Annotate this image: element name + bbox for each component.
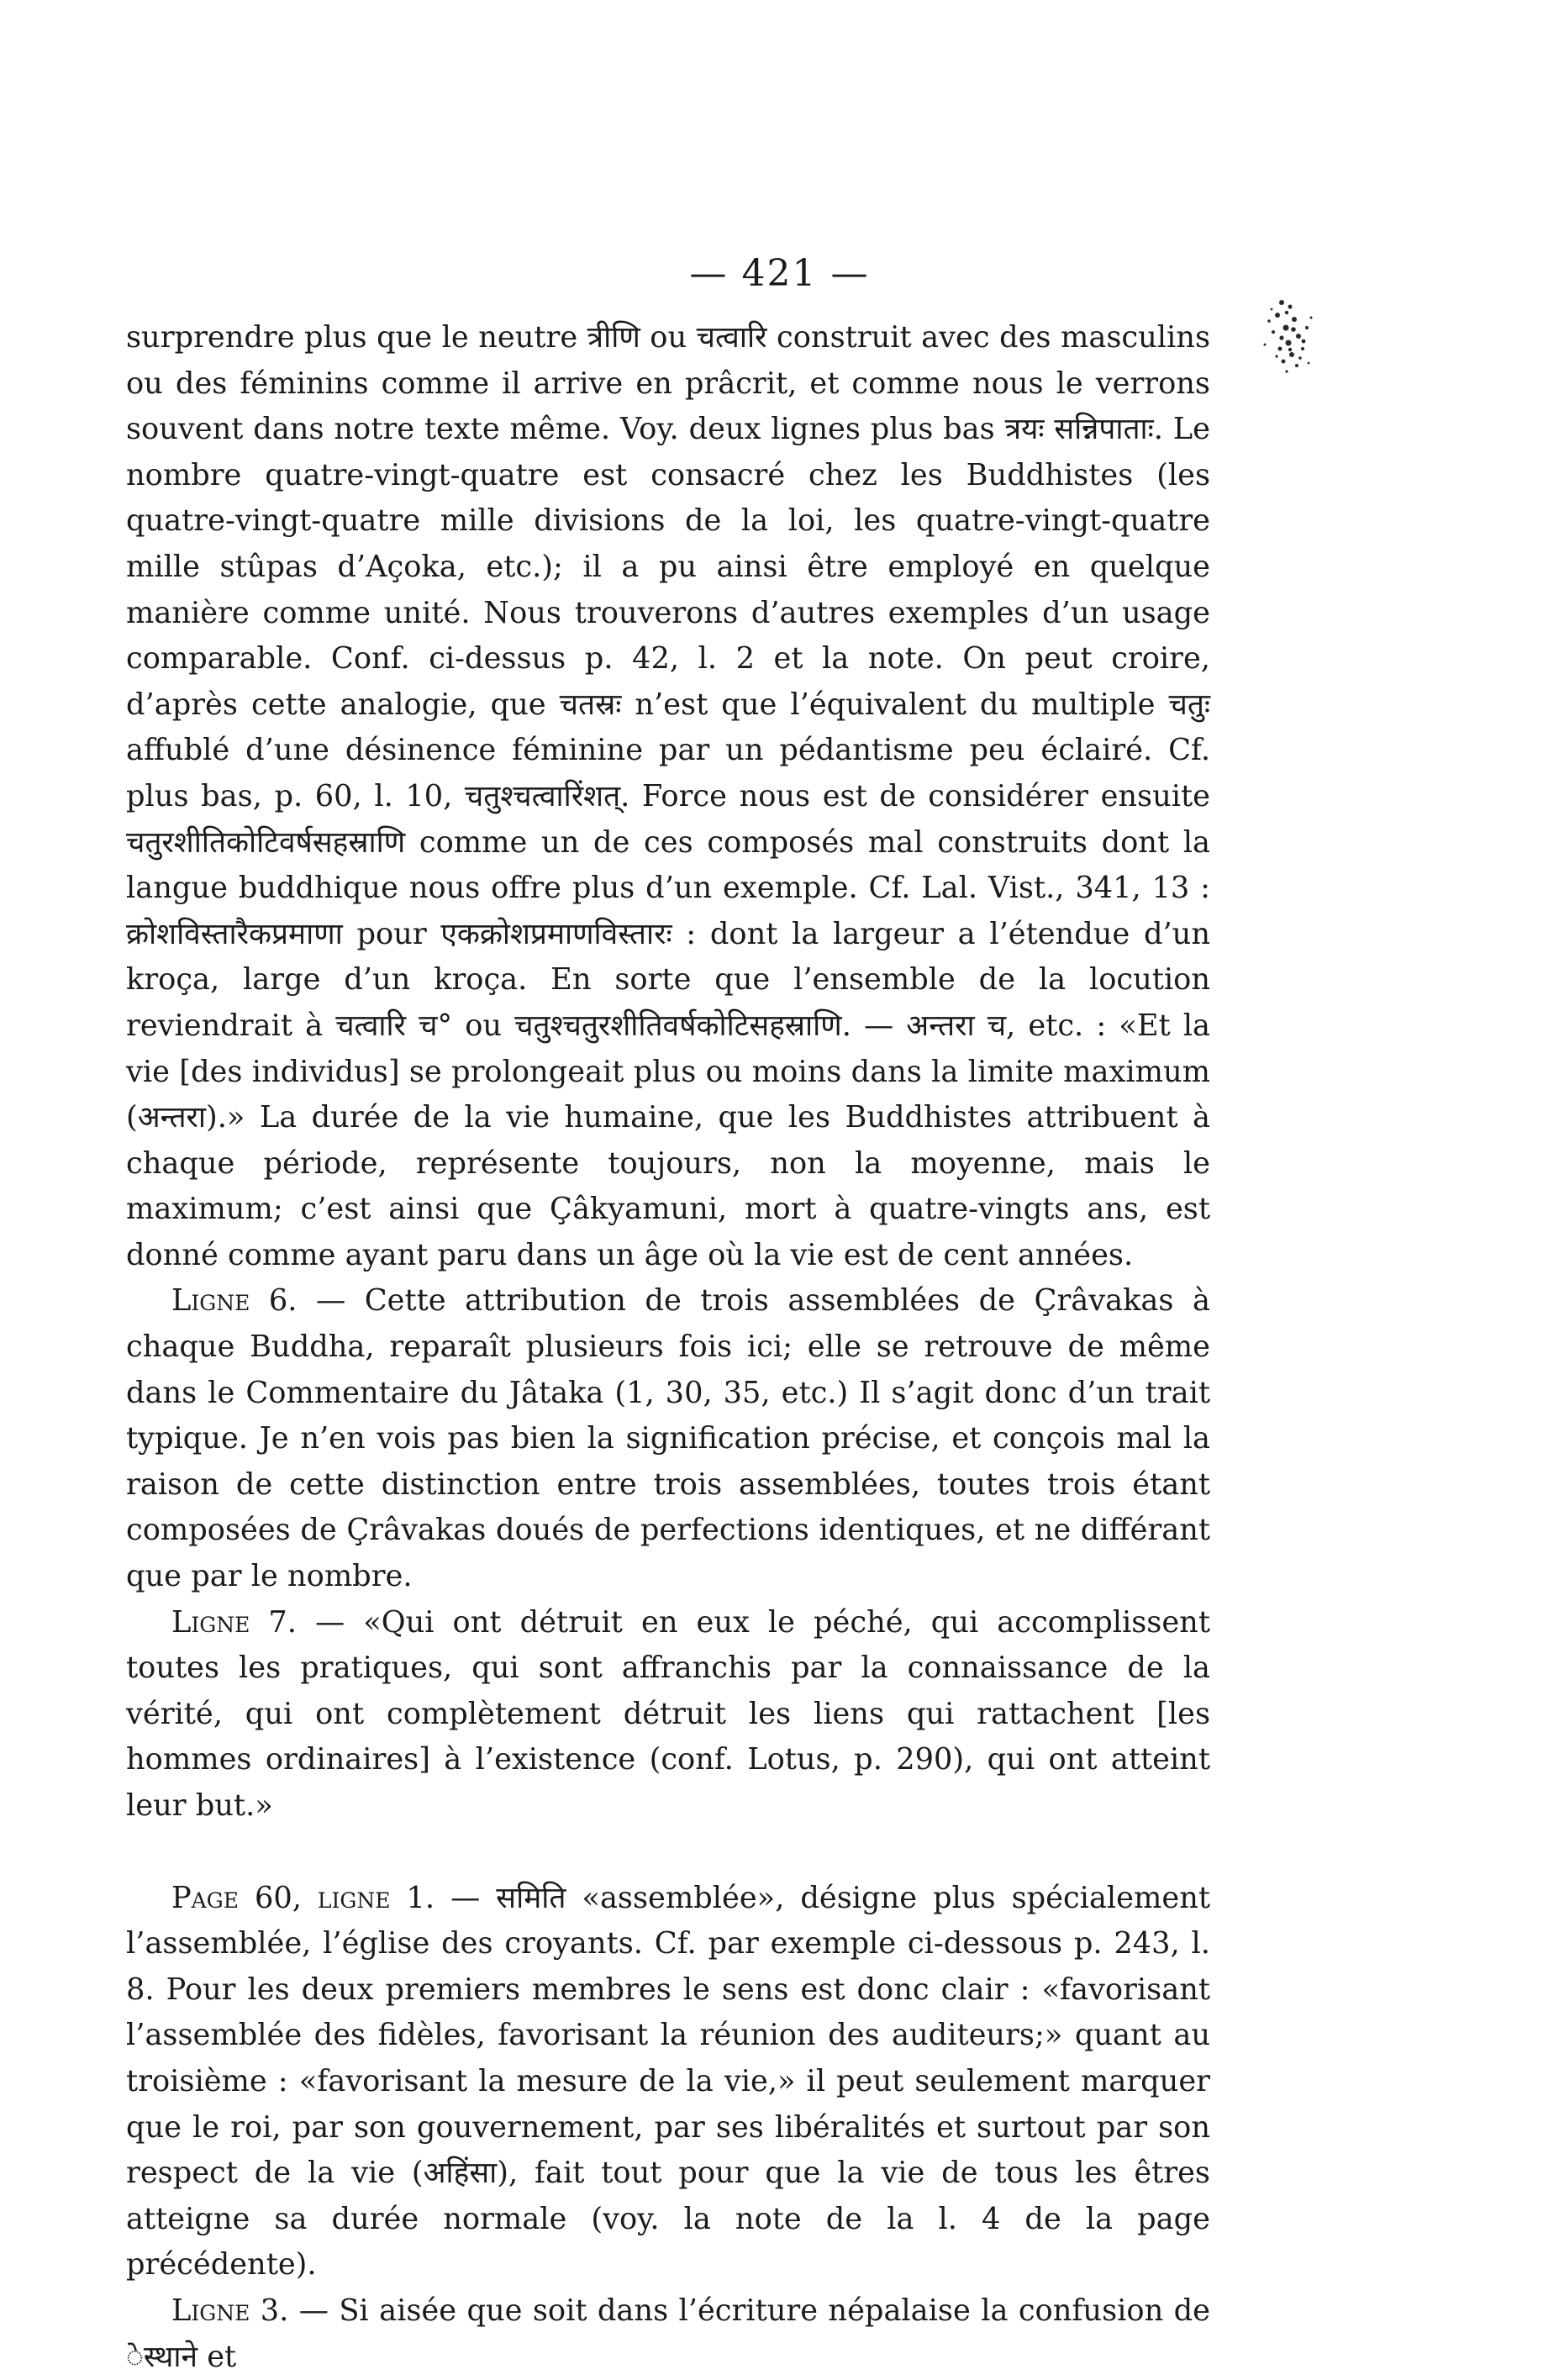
paragraph-ligne-6 [126, 1278, 1210, 1599]
paragraph-body: — समिति «assemblée», désigne plus spécialement l’assemblée, l’église des croyants. Cf. par exemple ci-dessous p. 243, l. 8. Pour les deux premiers membres le sens est donc clair : «favorisant l’assemblée des fidèles, favorisant la réunion des auditeurs;» quant au troisième : «favorisant la mesure de la vie,» il peut seulement marquer que le roi, par son gouvernement, par ses libéralités et surtout par son respect de la vie (अहिंसा), fait tout pour que la vie de tous les êtres atteigne sa durée normale (voy. la note de la l. 4 de la page précédente). [126, 1880, 1210, 2283]
paragraph-ligne-3 [126, 2288, 1210, 2380]
paragraph-label: Ligne 6. [171, 1283, 298, 1319]
paragraph-ligne-7 [126, 1600, 1210, 1830]
page-number: — 421 — [689, 252, 870, 295]
paragraph-label: Page 60, ligne 1. [171, 1880, 435, 1915]
paragraph-body: — Si aisée que soit dans l’écriture népalaise la confusion de ेस्थाने et [126, 2293, 1210, 2374]
page-text [126, 315, 1210, 2380]
ink-stain-mark [1231, 269, 1340, 412]
paragraph-continuation: surprendre plus que le neutre त्रीणि ou चत्वारि construit avec des masculins ou des féminins comme il arrive en prâcrit, et comme nous le verrons souvent dans notre texte même. Voy. deux lignes plus bas त्रयः सन्निपाताः. Le nombre quatre-vingt-quatre est consacré chez les Buddhistes (les quatre-vingt-quatre mille divisions de la loi, les quatre-vingt-quatre mille stûpas d’Açoka, etc.); il a pu ainsi être employé en quelque manière comme unité. Nous trouverons d’autres exemples d’un usage comparable. Conf. ci-dessus p. 42, l. 2 et la note. On peut croire, d’après cette analogie, que चतस्रः n’est que l’équivalent du multiple चतुः affublé d’une désinence féminine par un pédantisme peu éclairé. Cf. plus bas, p. 60, l. 10, चतुश्चत्वारिंशत्. Force nous est de considérer ensuite चतुरशीतिकोटिवर्षसहस्राणि comme un de ces composés mal construits dont la langue buddhique nous offre plus d’un exemple. Cf. Lal. Vist., 341, 13 : क्रोशविस्तारैकप्रमाणा pour एकक्रोशप्रमाणविस्तारः : dont la largeur a l’étendue d’un kroça, large d’un kroça. En sorte que l’ensemble de la locution reviendrait à चत्वारि च° ou चतुश्चतुरशीतिवर्षकोटिसहस्राणि. — अन्तरा च, etc. : «Et la vie [des individus] se prolongeait plus ou moins dans la limite maximum (अन्तरा).» La durée de la vie humaine, que les Buddhistes attribuent à chaque période, représente toujours, non la moyenne, mais le maximum; c’est ainsi que Çâkyamuni, mort à quatre-vingts ans, est donné comme ayant paru dans un âge où la vie est de cent années. [126, 320, 1210, 1272]
paragraph-label: Ligne 7. [171, 1604, 297, 1640]
paragraph-body: — «Qui ont détruit en eux le péché, qui accomplissent toutes les pratiques, qui sont affranchis par la connaissance de la vérité, qui ont complètement détruit les liens qui rattachent [les hommes ordinaires] à l’existence (conf. Lotus, p. 290), qui ont atteint leur but.» [126, 1604, 1210, 1823]
paragraph-label: Ligne 3. [171, 2293, 289, 2328]
paragraph-body: — Cette attribution de trois assemblées de Çrâvakas à chaque Buddha, reparaît plusieurs fois ici; elle se retrouve de même dans le Commentaire du Jâtaka (1, 30, 35, etc.) Il s’agit donc d’un trait typique. Je n’en vois pas bien la signification précise, et conçois mal la raison de cette distinction entre trois assemblées, toutes trois étant composées de Çrâvakas doués de perfections identiques, et ne différant que par le nombre. [126, 1283, 1210, 1594]
paragraph-page-60-ligne-1 [126, 1876, 1210, 2288]
